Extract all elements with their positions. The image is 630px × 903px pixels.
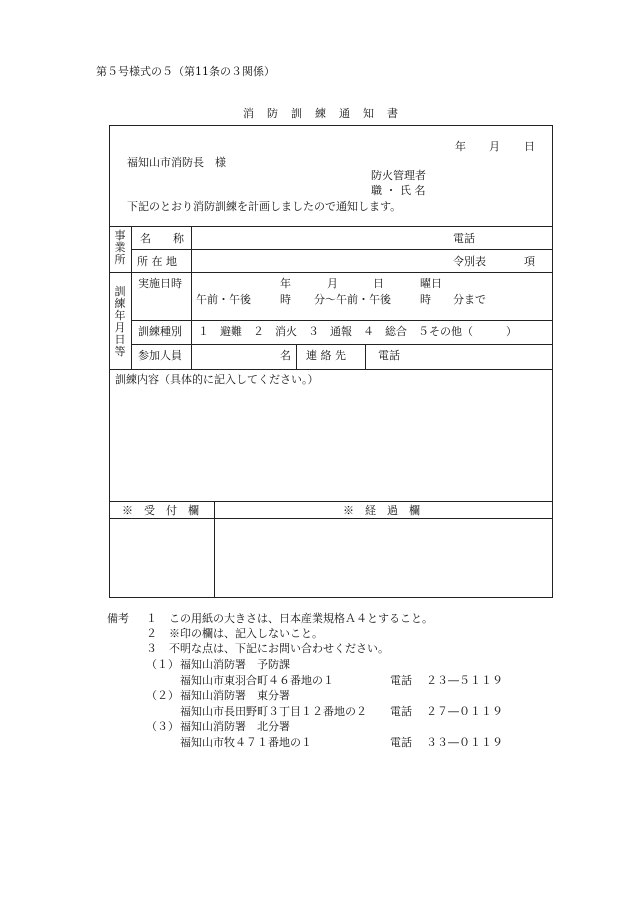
contact-1-number: （１） — [146, 658, 179, 671]
contact-1-address: 福知山市東羽合町４６番地の１ — [180, 674, 334, 687]
training-content-label: 訓練内容（具体的に記入してください。） — [115, 373, 319, 386]
contact-2-phone-label: 電話 — [390, 705, 412, 718]
rule — [109, 272, 553, 273]
date-year-label: 年 — [455, 140, 466, 153]
form-title: 消 防 訓 練 通 知 書 — [243, 107, 399, 120]
reception-column-label: ※ 受 付 欄 — [122, 504, 199, 517]
note-2: ※印の欄は、記入しないこと。 — [169, 627, 323, 640]
contact-3-number: （３） — [146, 720, 179, 733]
rule — [109, 226, 553, 227]
rule — [131, 320, 553, 321]
note-2-number: ２ — [146, 627, 157, 640]
end-hour: 時 — [420, 293, 431, 306]
date-day-label: 日 — [524, 140, 535, 153]
note-3-number: ３ — [146, 642, 157, 655]
contact-2-number: （２） — [146, 689, 179, 702]
item-label: 項 — [524, 255, 535, 268]
contact-label: 連 絡 先 — [306, 349, 346, 362]
start-ampm: 午前・午後 — [196, 293, 251, 306]
start-min-to-end-ampm: 分〜午前・午後 — [314, 293, 391, 306]
rule — [131, 226, 132, 370]
datetime-year: 年 — [280, 277, 291, 290]
note-1-number: １ — [146, 612, 157, 625]
end-min: 分まで — [453, 293, 486, 306]
datetime-weekday: 曜日 — [420, 277, 442, 290]
intro-text: 下記のとおり消防訓練を計画しましたので通知します。 — [127, 200, 402, 213]
contact-3-phone: ３３―０１１９ — [426, 736, 503, 749]
date-month-label: 月 — [489, 140, 500, 153]
rule — [191, 226, 192, 370]
fire-manager-label: 防火管理者 — [371, 169, 426, 182]
business-section-label: 事業所 — [114, 229, 126, 266]
contact-3-address: 福知山市牧４７１番地の１ — [180, 736, 312, 749]
contact-3-phone-label: 電話 — [390, 736, 412, 749]
training-type-label: 訓練種別 — [138, 325, 182, 338]
rule — [109, 518, 553, 519]
contact-2-office: 福知山消防署 東分署 — [180, 689, 290, 702]
rule — [109, 369, 553, 370]
contact-1-phone-label: 電話 — [390, 674, 412, 687]
rule — [296, 344, 297, 369]
business-phone-label: 電話 — [453, 232, 475, 245]
datetime-label: 実施日時 — [138, 277, 182, 290]
contact-1-office: 福知山消防署 予防課 — [180, 658, 290, 671]
notes-heading: 備考 — [107, 612, 129, 625]
addressee: 福知山市消防長 様 — [127, 156, 226, 169]
business-location-label: 所 在 地 — [137, 255, 177, 268]
contact-phone-label: 電話 — [378, 349, 400, 362]
contact-2-address: 福知山市長田野町３丁目１２番地の２ — [180, 705, 367, 718]
progress-column-label: ※ 経 過 欄 — [343, 504, 420, 517]
frame-right — [552, 125, 553, 598]
rule — [109, 501, 553, 502]
note-1: この用紙の大きさは、日本産業規格Ａ４とすること。 — [169, 612, 433, 625]
appendix-label: 令別表 — [453, 255, 486, 268]
form-number: 第５号様式の５（第11条の３関係） — [96, 65, 275, 78]
datetime-month: 月 — [327, 277, 338, 290]
frame-top — [109, 125, 553, 126]
contact-2-phone: ２７―０１１９ — [426, 705, 503, 718]
rule — [131, 344, 553, 345]
frame-left — [109, 125, 110, 598]
training-type-options: １ 避難 ２ 消火 ３ 通報 ４ 総合 ５その他（ ） — [198, 325, 517, 338]
rule — [365, 344, 366, 369]
participants-unit: 名 — [280, 349, 291, 362]
contact-3-office: 福知山消防署 北分署 — [180, 720, 290, 733]
start-hour: 時 — [280, 293, 291, 306]
contact-1-phone: ２３―５１１９ — [426, 674, 503, 687]
position-name-label: 職 ・ 氏 名 — [371, 184, 426, 197]
business-name-label: 名 称 — [140, 232, 184, 245]
datetime-day: 日 — [373, 277, 384, 290]
rule — [131, 249, 553, 250]
participants-label: 参加人員 — [138, 349, 182, 362]
training-section-label: 訓練年月日等 — [114, 285, 126, 358]
frame-bottom — [109, 597, 553, 598]
note-3: 不明な点は、下記にお問い合わせください。 — [169, 642, 389, 655]
rule — [214, 501, 215, 598]
